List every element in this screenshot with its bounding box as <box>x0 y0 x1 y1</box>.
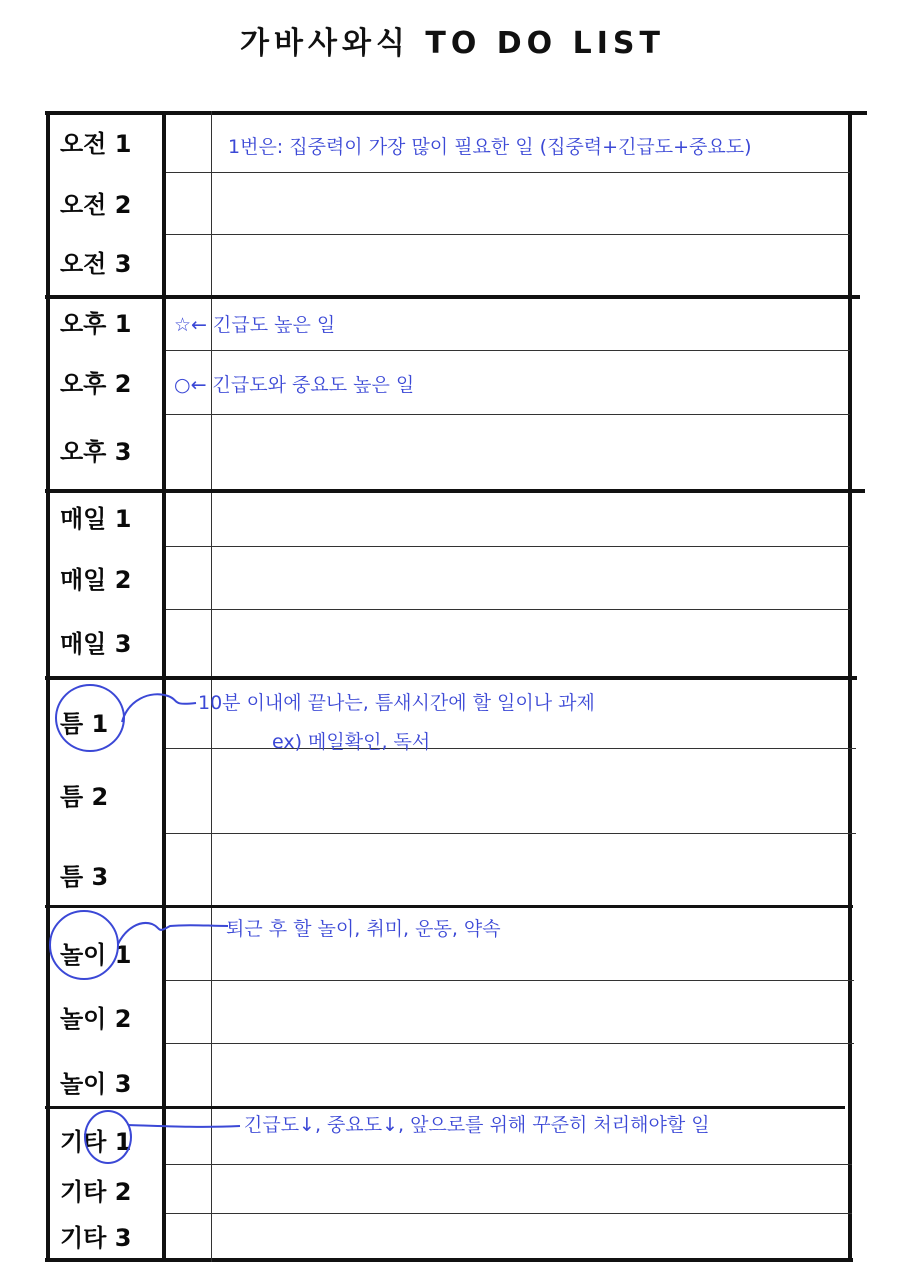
section-divider-etc <box>45 1106 845 1109</box>
row-label-gap-3: 틈 3 <box>60 863 109 891</box>
row-label-play-2: 놀이 2 <box>60 1005 132 1033</box>
section-divider-afternoon <box>45 295 860 299</box>
table-top-border <box>45 111 867 115</box>
row-label-etc-3: 기타 3 <box>60 1224 132 1252</box>
row-label-etc-1: 기타 1 <box>60 1128 132 1156</box>
row-divider <box>166 350 850 351</box>
row-label-afternoon-2: 오후 2 <box>60 370 132 398</box>
label-column-divider <box>162 111 166 1262</box>
section-divider-daily <box>45 489 865 493</box>
row-divider <box>166 833 856 834</box>
row-label-morning-1: 오전 1 <box>60 130 132 158</box>
section-divider-gap <box>45 676 857 680</box>
table-left-border <box>46 111 50 1262</box>
section-divider-play <box>45 905 853 908</box>
row-divider <box>166 234 850 235</box>
row-label-gap-1: 틈 1 <box>60 710 109 738</box>
circle-etc-label <box>84 1110 132 1164</box>
row-divider <box>166 748 856 749</box>
note-gap-1: 10분 이내에 끝나는, 틈새시간에 할 일이나 과제 <box>198 692 595 714</box>
row-label-play-1: 놀이 1 <box>60 941 132 969</box>
row-label-play-3: 놀이 3 <box>60 1070 132 1098</box>
row-divider <box>166 1213 852 1214</box>
row-label-afternoon-1: 오후 1 <box>60 310 132 338</box>
note-afternoon-2: ○← 긴급도와 중요도 높은 일 <box>174 374 415 396</box>
row-divider <box>166 1043 854 1044</box>
row-label-daily-3: 매일 3 <box>60 630 132 658</box>
circle-gap-label <box>55 684 125 752</box>
row-label-morning-2: 오전 2 <box>60 191 132 219</box>
note-morning: 1번은: 집중력이 가장 많이 필요한 일 (집중력+긴급도+중요도) <box>228 136 752 158</box>
row-label-daily-2: 매일 2 <box>60 566 132 594</box>
content-column-divider <box>211 111 212 1262</box>
page-title: 가바사와식 TO DO LIST <box>240 26 665 61</box>
row-divider <box>166 546 850 547</box>
row-label-etc-2: 기타 2 <box>60 1178 132 1206</box>
row-divider <box>166 1164 852 1165</box>
row-divider <box>166 414 850 415</box>
note-afternoon-1: ☆← 긴급도 높은 일 <box>174 314 336 336</box>
row-label-daily-1: 매일 1 <box>60 505 132 533</box>
row-divider <box>166 980 854 981</box>
circle-play-label <box>49 910 119 980</box>
row-divider <box>166 172 850 173</box>
row-label-gap-2: 틈 2 <box>60 783 109 811</box>
row-label-morning-3: 오전 3 <box>60 250 132 278</box>
note-play: 퇴근 후 할 놀이, 취미, 운동, 약속 <box>226 918 501 940</box>
row-label-afternoon-3: 오후 3 <box>60 438 132 466</box>
note-gap-2: ex) 메일확인, 독서 <box>272 731 431 753</box>
row-divider <box>166 609 850 610</box>
note-etc: 긴급도↓, 중요도↓, 앞으로를 위해 꾸준히 처리해야할 일 <box>244 1114 710 1136</box>
table-bottom-border <box>45 1258 853 1262</box>
table-right-border <box>848 111 852 1262</box>
